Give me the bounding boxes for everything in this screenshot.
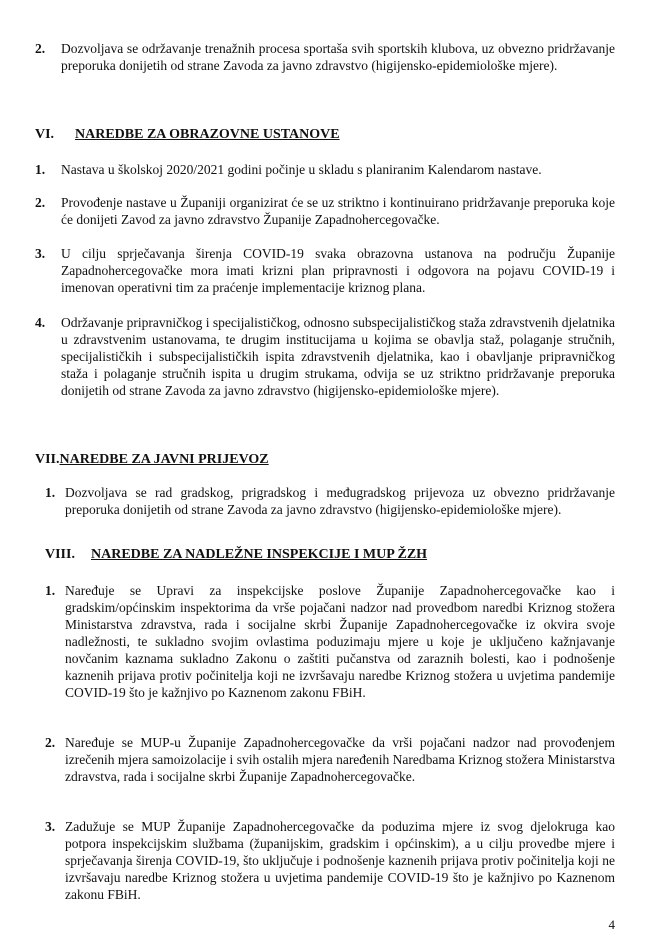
- item-number: 4.: [35, 315, 46, 330]
- list-item: [45, 734, 615, 785]
- item-text: Nastava u školskoj 2020/2021 godini počinje u skladu s planiranim Kalendarom nastave.: [61, 162, 542, 177]
- list-item: [35, 245, 615, 296]
- item-text: Održavanje pripravničkog i specijalističkog, odnosno subspecijalističkog staža zdravstvenih djelatnika u zdravstvenim ustanovama, te drugim institucijama u kojima se obavlja staž, polaganje stručnih, specijalističkih i subspecijalističkih ispita zdravstvenih djelatnika, kao i obavljanje pripravničkog staža i polaganje stručnih ispita u drugim strukama, odvija se uz striktno pridržavanje preporuka donijetih od strane Zavoda za javno zdravstvo (higijensko-epidemiološke mjere).: [61, 315, 615, 398]
- section-numeral: VIII.: [45, 547, 75, 562]
- section-numeral: VI.: [35, 127, 55, 142]
- section-title: NAREDBE ZA JAVNI PRIJEVOZ: [59, 452, 269, 467]
- item-text: Dozvoljava se rad gradskog, prigradskog i međugradskog prijevoza uz obvezno pridržavanje preporuka donijetih od strane Zavoda za javno zdravstvo (higijensko-epidemiološke mjere).: [65, 485, 615, 517]
- item-number: 3.: [35, 246, 46, 261]
- item-number: 1.: [45, 485, 56, 500]
- item-text: Naređuje se Upravi za inspekcijske poslove Županije Zapadnohercegovačke kao i gradskim/općinskim inspektorima da vrše pojačani nadzor nad provedbom naredbi Kriznog stožera Ministarstva zdravstva, rada i socijalne skrbi Županije Zapadnohercegovačke iz okvira svoje nadležnosti, te sukladno svojim ovlastima poduzimaju mjere u koje je uključeno kažnjavanje novčanim kaznama sukladno Zakonu o zaštiti pučanstva od zaraznih bolesti, kao i podnošenje kaznenih prijava protiv počinitelja koji ne izvršavaju naredbe Kriznog stožera u uvjetima pandemije COVID-19 što je kažnjivo po Kaznenom zakonu FBiH.: [65, 583, 615, 700]
- item-number: 2.: [45, 735, 56, 750]
- section-title: NAREDBE ZA NADLEŽNE INSPEKCIJE I MUP ŽZH: [91, 547, 428, 562]
- page-number: 4: [608, 917, 615, 932]
- item-number: 2.: [35, 41, 46, 56]
- item-text: U cilju sprječavanja širenja COVID-19 svaka obrazovna ustanova na području Županije Zapadnohercegovačke mora imati krizni plan pripravnosti i odgovora na pojavu COVID-19 i imenovan operativni tim za praćenje implementacije kriznog plana.: [61, 246, 615, 295]
- item-text: Naređuje se MUP-u Županije Zapadnohercegovačke da vrši pojačani nadzor nad provođenjem izrečenih mjera samoizolacije i svih ostalih mjera naređenih Naredbama Kriznog stožera Ministarstva zdravstva, rada i socijalne skrbi Županije Zapadnohercegovačke.: [65, 735, 615, 784]
- list-item: [45, 484, 615, 518]
- item-number: 2.: [35, 195, 46, 210]
- section-numeral: VII.: [35, 452, 60, 467]
- section-heading-viii: [45, 546, 427, 563]
- item-text: Zadužuje se MUP Županije Zapadnohercegovačke da poduzima mjere iz svog djelokruga kao potpora inspekcijskim službama (županijskim, gradskim i općinskim), a u cilju provedbe mjere i sprječavanja širenja COVID-19, što uključuje i podnošenje kaznenih prijava protiv počinitelja koji ne izvršavaju naredbe Kriznog stožera u uvjetima pandemije COVID-19 što je kažnjivo po Kaznenom zakonu FBiH.: [65, 819, 615, 902]
- item-text: Provođenje nastave u Županiji organizirat će se uz striktno i kontinuirano pridržavanje preporuka koje će donijeti Zavod za javno zdravstvo Županije Zapadnohercegovačke.: [61, 195, 615, 227]
- section-heading-vii: [35, 451, 269, 468]
- section-heading-vi: [35, 126, 340, 143]
- item-text: Dozvoljava se održavanje trenažnih procesa sportaša svih sportskih klubova, uz obvezno pridržavanje preporuka donijetih od strane Zavoda za javno zdravstvo (higijensko-epidemiološke mjere).: [61, 41, 615, 73]
- list-item: [45, 818, 615, 903]
- list-item: [35, 314, 615, 399]
- item-number: 1.: [35, 162, 46, 177]
- item-number: 1.: [45, 583, 56, 598]
- section-title: NAREDBE ZA OBRAZOVNE USTANOVE: [75, 127, 340, 142]
- list-item: [35, 40, 615, 74]
- item-number: 3.: [45, 819, 56, 834]
- list-item: [45, 582, 615, 701]
- list-item: [35, 161, 615, 178]
- list-item: [35, 194, 615, 228]
